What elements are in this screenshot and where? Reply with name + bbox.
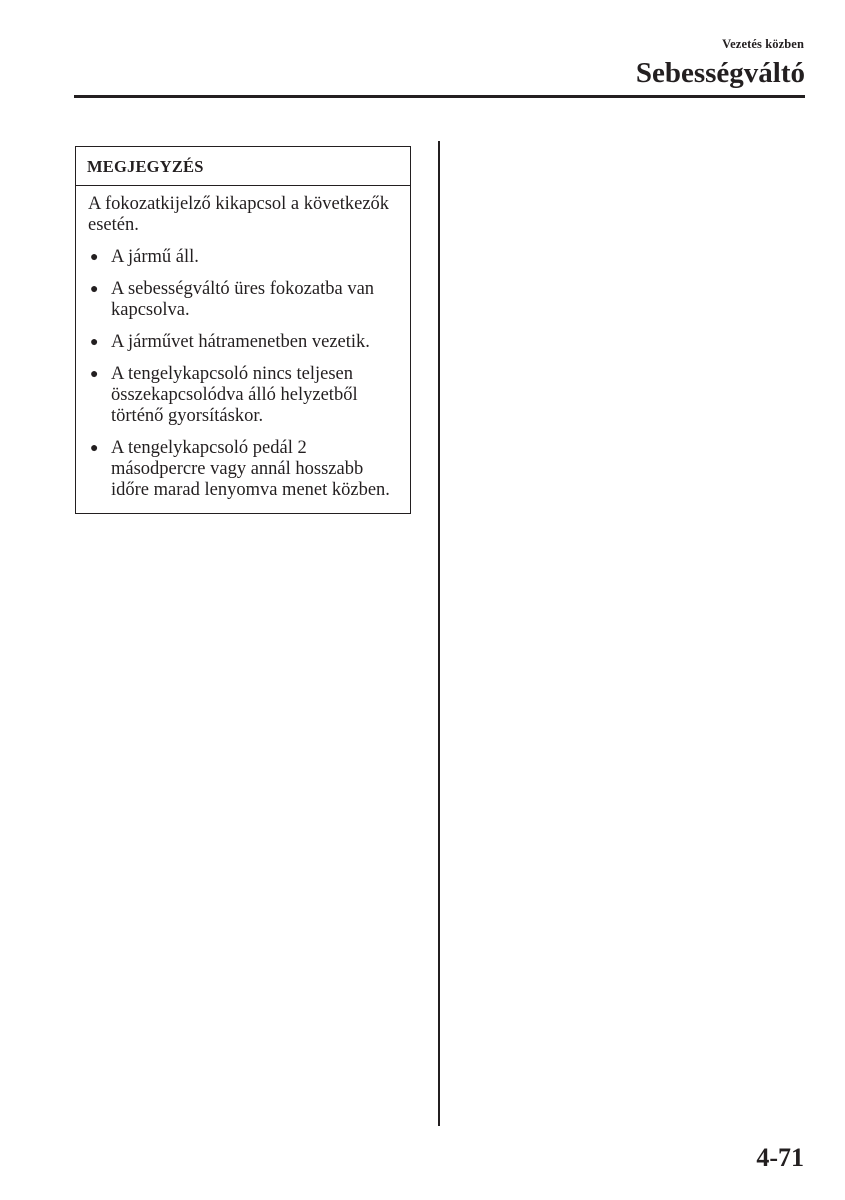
bullet-icon: ● [90,441,99,456]
bullet-icon: ● [90,282,99,297]
list-item-text: A sebességváltó üres fokozatba van kapcsolva. [111,279,375,320]
column-divider [438,141,440,1126]
page-number: 4-71 [756,1143,804,1172]
note-box [75,146,411,514]
note-list [88,247,398,501]
section-title: Vezetés közben [722,37,804,51]
list-item-text: A jármű áll. [111,247,199,267]
bullet-icon: ● [90,250,99,265]
list-item [88,364,398,427]
list-item [88,247,398,268]
bullet-icon: ● [90,335,99,350]
page-title: Sebességváltó [635,57,805,89]
list-item [88,279,398,321]
note-body [76,186,410,513]
note-heading: MEGJEGYZÉS [76,147,410,186]
header-rule [74,95,805,98]
list-item-text: A tengelykapcsoló pedál 2 másodpercre vagy annál hosszabb időre marad lenyomva menet közben. [111,438,390,500]
list-item-text: A járművet hátramenetben vezetik. [111,332,370,352]
list-item [88,438,398,501]
bullet-icon: ● [90,367,99,382]
note-intro: A fokozatkijelző kikapcsol a következők esetén. [88,194,390,235]
list-item [88,332,398,353]
list-item-text: A tengelykapcsoló nincs teljesen összekapcsolódva álló helyzetből történő gyorsításkor. [111,364,358,426]
